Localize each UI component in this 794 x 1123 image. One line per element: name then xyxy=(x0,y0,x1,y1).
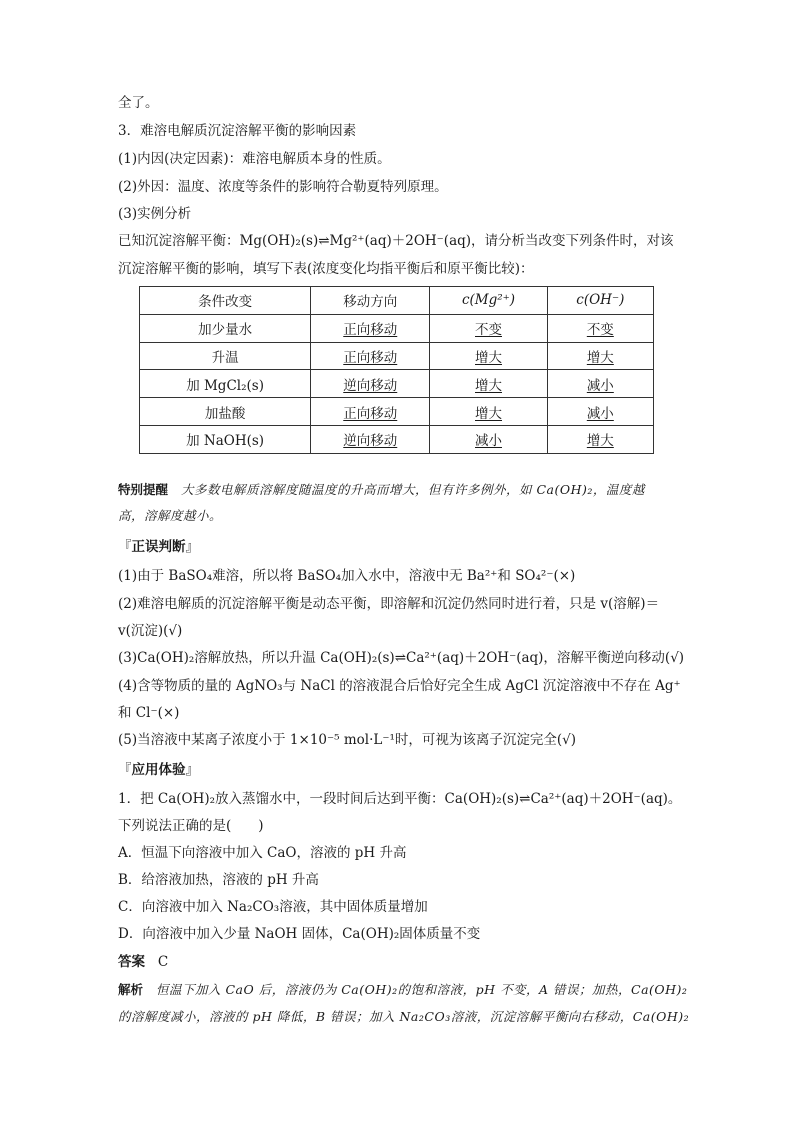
judgement-item: (1)由于 BaSO₄难溶，所以将 BaSO₄加入水中，溶液中无 Ba²⁺和 SO₄²⁻(×) xyxy=(118,568,576,584)
explanation-text: 恒温下加入 CaO 后，溶液仍为 Ca(OH)₂的饱和溶液，pH 不变，A 错误；加热，Ca(OH)₂ xyxy=(143,982,688,997)
judgement-item: 和 Cl⁻(×) xyxy=(118,705,180,721)
judgement-item: v(沉淀)(√) xyxy=(118,623,183,639)
answer-label: 答案 xyxy=(118,954,145,970)
question-text: 下列说法正确的是( ) xyxy=(118,818,264,834)
bracket-open-icon: 『 xyxy=(118,539,132,555)
table-cell: 升温 xyxy=(140,342,311,370)
judgement-item: (4)含等物质的量的 AgNO₃与 NaCl 的溶液混合后恰好完全生成 AgCl 沉淀溶液中不存在 Ag⁺ xyxy=(118,678,681,694)
option-b: B．给溶液加热，溶液的 pH 升高 xyxy=(118,872,319,888)
table-cell: 加少量水 xyxy=(140,314,311,342)
table-cell: 逆向移动 xyxy=(343,433,398,450)
heading-text: 正误判断 xyxy=(131,539,186,555)
table-row xyxy=(140,398,654,426)
table-cell: 逆向移动 xyxy=(343,377,398,394)
table-cell: 加 NaOH(s) xyxy=(140,425,311,453)
table-cell: 减小 xyxy=(586,377,614,394)
text-line: (2)外因：温度、浓度等条件的影响符合勒夏特列原理。 xyxy=(118,179,448,195)
table-cell: 正向移动 xyxy=(343,322,398,339)
table-cell: 减小 xyxy=(586,405,614,422)
table-cell: 正向移动 xyxy=(343,349,398,366)
table-cell: 增大 xyxy=(475,349,502,366)
table-row xyxy=(140,425,654,453)
option-a: A．恒温下向溶液中加入 CaO，溶液的 pH 升高 xyxy=(118,845,407,861)
answer-line xyxy=(118,952,168,972)
heading-judgement xyxy=(118,537,199,557)
option-c: C．向溶液中加入 Na₂CO₃溶液，其中固体质量增加 xyxy=(118,899,428,915)
table-cell: 增大 xyxy=(586,349,614,366)
table-header-cell: 条件改变 xyxy=(140,287,311,315)
judgement-item: (2)难溶电解质的沉淀溶解平衡是动态平衡，即溶解和沉淀仍然同时进行着，只是 v(溶解)＝ xyxy=(118,596,660,612)
special-note xyxy=(118,480,645,500)
note-tag: 特别提醒 xyxy=(118,482,169,497)
note-text: 大多数电解质溶解度随温度的升高而增大，但有许多例外，如 Ca(OH)₂，温度越 xyxy=(168,482,645,497)
text-line: (1)内因(决定因素)：难溶电解质本身的性质。 xyxy=(118,151,391,167)
table-cell: 加 MgCl₂(s) xyxy=(140,370,311,398)
table-cell: 增大 xyxy=(475,377,502,394)
table-cell: 不变 xyxy=(475,322,502,339)
table-cell: 减小 xyxy=(475,433,502,450)
bracket-close-icon: 』 xyxy=(185,762,199,778)
text-line: 沉淀溶解平衡的影响，填写下表(浓度变化均指平衡后和原平衡比较)： xyxy=(118,261,534,277)
note-text: 高，溶解度越小。 xyxy=(118,508,223,523)
table-header-cell: c(Mg²⁺) xyxy=(430,287,547,315)
heading-text: 应用体验 xyxy=(131,762,186,778)
table-row xyxy=(140,370,654,398)
table-cell: 不变 xyxy=(586,322,614,339)
text-line: (3)实例分析 xyxy=(118,206,192,222)
table-cell: 增大 xyxy=(586,433,614,450)
table-row xyxy=(140,314,654,342)
heading-application xyxy=(118,760,199,780)
text-line: 已知沉淀溶解平衡：Mg(OH)₂(s)⇌Mg²⁺(aq)＋2OH⁻(aq)，请分析当改变下列条件时，对该 xyxy=(118,233,674,249)
explanation-label: 解析 xyxy=(118,982,144,997)
option-d: D．向溶液中加入少量 NaOH 固体，Ca(OH)₂固体质量不变 xyxy=(118,926,481,942)
section-title: 3．难溶电解质沉淀溶解平衡的影响因素 xyxy=(118,123,357,139)
table-header-cell: c(OH⁻) xyxy=(547,287,653,315)
text-line: 全了。 xyxy=(118,95,159,111)
table-cell: 加盐酸 xyxy=(140,398,311,426)
table-cell: 正向移动 xyxy=(343,405,398,422)
table-row xyxy=(140,342,654,370)
table-header-row xyxy=(140,287,654,315)
explanation-line xyxy=(118,980,687,1000)
judgement-item: (5)当溶液中某离子浓度小于 1×10⁻⁵ mol·L⁻¹时，可视为该离子沉淀完全(√) xyxy=(118,732,576,748)
judgement-item: (3)Ca(OH)₂溶解放热，所以升温 Ca(OH)₂(s)⇌Ca²⁺(aq)＋2OH⁻(aq)，溶解平衡逆向移动(√) xyxy=(118,650,685,666)
answer-value: C xyxy=(157,954,169,970)
explanation-text: 的溶解度减小，溶液的 pH 降低，B 错误；加入 Na₂CO₃溶液，沉淀溶解平衡向右移动，Ca(OH)₂ xyxy=(118,1009,690,1024)
bracket-open-icon: 『 xyxy=(118,762,132,778)
table-header-cell: 移动方向 xyxy=(311,287,430,315)
equilibrium-table xyxy=(139,286,654,454)
bracket-close-icon: 』 xyxy=(185,539,199,555)
table-cell: 增大 xyxy=(475,405,502,422)
question-text: 1．把 Ca(OH)₂放入蒸馏水中，一段时间后达到平衡：Ca(OH)₂(s)⇌Ca²⁺(aq)＋2OH⁻(aq)。 xyxy=(118,791,682,807)
